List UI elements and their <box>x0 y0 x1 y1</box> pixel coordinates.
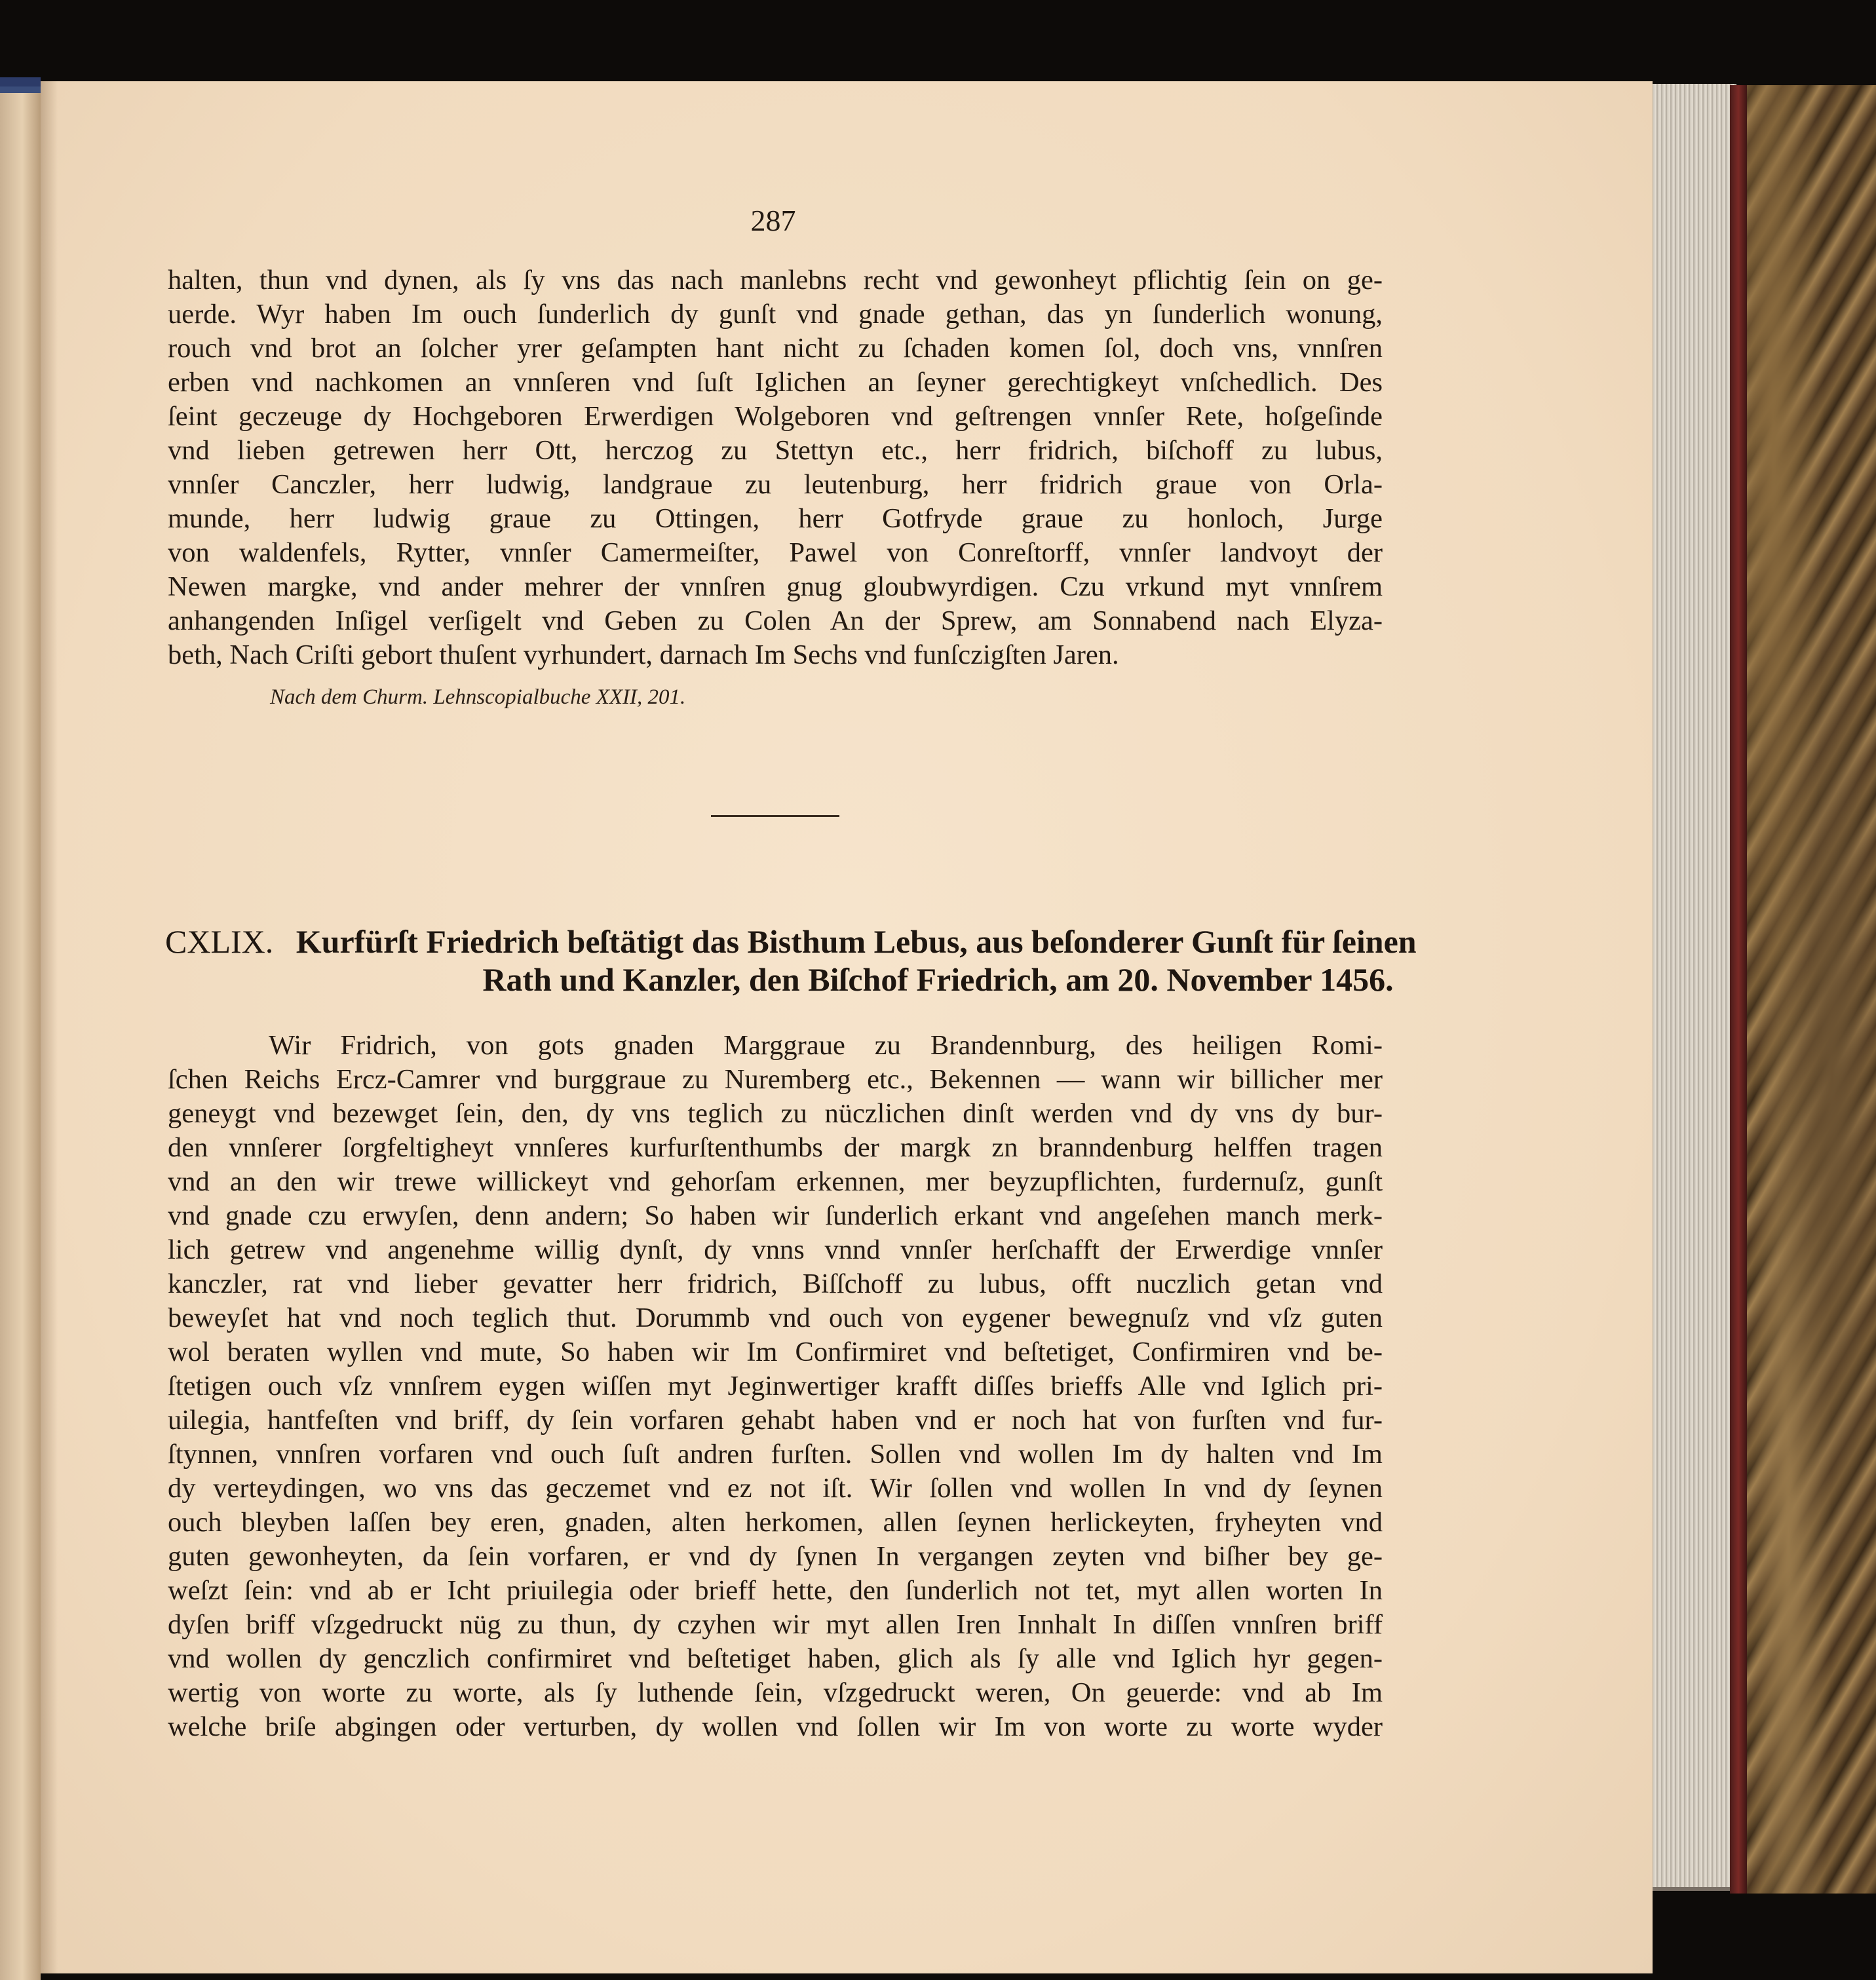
text-line: Newen margke, vnd ander mehrer der vnnſren gnug gloubwyrdigen. Czu vrkund myt vnnſrem <box>168 571 1383 602</box>
text-line: vnd lieben getrewen herr Ott, herczog zu Stettyn etc., herr fridrich, biſchoff zu lubus, <box>168 435 1383 466</box>
text-line: ſtetigen ouch vſz vnnſrem eygen wiſſen myt Jeginwertiger krafft diſſes brieffs Alle vnd Iglich pri- <box>168 1371 1383 1401</box>
left-page-edge <box>0 86 41 1980</box>
text-line: vnd an den wir trewe willickeyt vnd gehorſam erkennen, mer beyzupflichten, furdernuſz, gunſt <box>168 1166 1383 1197</box>
text-line: dyſen briff vſzgedruckt nüg zu thun, dy czyhen wir myt allen Iren Innhalt In diſſen vnnſren briff <box>168 1609 1383 1640</box>
text-line: weſzt ſein: vnd ab er Icht priuilegia oder brieff hette, den ſunderlich not tet, myt allen worten In <box>168 1575 1383 1606</box>
section-numeral: CXLIX. <box>165 923 274 960</box>
text-line: ſtynnen, vnnſren vorfaren vnd ouch ſuſt andren furſten. Sollen vnd wollen Im dy halten vnd Im <box>168 1439 1383 1470</box>
text-line: ſeint geczeuge dy Hochgeboren Erwerdigen Wolgeboren vnd geſtrengen vnnſer Rete, hoſgeſinde <box>168 401 1383 432</box>
text-line: halten, thun vnd dynen, als ſy vns das nach manlebns recht vnd gewonheyt pflichtig ſein on ge- <box>168 265 1383 295</box>
section-heading-line-1 <box>165 923 1417 961</box>
text-line: guten gewonheyten, da ſein vorfaren, er vnd dy ſynen In vergangen zeyten vnd biſher bey ge- <box>168 1541 1383 1572</box>
section-heading-line-2: Rath und Kanzler, den Biſchof Friedrich, am 20. November 1456. <box>482 961 1394 998</box>
text-line: beth, Nach Criſti gebort thuſent vyrhundert, darnach Im Sechs vnd funſczigſten Jaren. <box>168 639 1119 670</box>
source-note: Nach dem Churm. Lehnscopialbuche XXII, 201. <box>270 685 686 709</box>
text-line: beweyſet hat vnd noch teglich thut. Dorummb vnd ouch von eygener bewegnuſz vnd vſz guten <box>168 1303 1383 1333</box>
text-line: vnnſer Canczler, herr ludwig, landgraue zu leutenburg, herr fridrich graue von Orla- <box>168 469 1383 500</box>
text-line: Wir Fridrich, von gots gnaden Marggraue zu Brandennburg, des heiligen Romi- <box>269 1030 1383 1061</box>
text-line: erben vnd nachkomen an vnnſeren vnd ſuſt Iglichen an ſeyner gerechtigkeyt vnſchedlich. Des <box>168 367 1383 398</box>
text-line: uilegia, hantfeſten vnd briff, dy ſein vorfaren gehabt haben vnd er noch hat von furſten vnd fur- <box>168 1405 1383 1436</box>
section-heading-text: Kurfürſt Friedrich beſtätigt das Bisthum Lebus, aus beſonderer Gunſt für ſeinen <box>296 923 1417 960</box>
text-line: ſchen Reichs Ercz-Camrer vnd burggraue zu Nuremberg etc., Bekennen — wann wir billicher mer <box>168 1064 1383 1095</box>
text-line: geneygt vnd bezewget ſein, den, dy vns teglich zu nüczlichen dinſt werden vnd dy vns dy bur- <box>168 1098 1383 1129</box>
text-line: vnd gnade czu erwyſen, denn andern; So haben wir ſunderlich erkant vnd angeſehen manch merk- <box>168 1200 1383 1231</box>
text-line: ouch bleyben laſſen bey eren, gnaden, alten herkomen, allen ſeynen herlickeyten, fryheyten vnd <box>168 1507 1383 1538</box>
gutter-shadow <box>41 81 58 1973</box>
text-line: wol beraten wyllen vnd mute, So haben wir Im Confirmiret vnd beſtetiget, Confirmiren vnd be- <box>168 1337 1383 1367</box>
page-number: 287 <box>750 204 796 237</box>
section-divider <box>711 815 839 817</box>
text-line: munde, herr ludwig graue zu Ottingen, herr Gotfryde graue zu honloch, Jurge <box>168 503 1383 534</box>
text-line: uerde. Wyr haben Im ouch ſunderlich dy gunſt vnd gnade gethan, das yn ſunderlich wonung, <box>168 299 1383 330</box>
text-line: lich getrew vnd angenehme willig dynſt, dy vnns vnnd vnnſer herſchafft der Erwerdige vnnſer <box>168 1234 1383 1265</box>
text-line: anhangenden Inſigel verſigelt vnd Geben zu Colen An der Sprew, am Sonnabend nach Elyza- <box>168 605 1383 636</box>
text-line: rouch vnd brot an ſolcher yrer geſampten hant nicht zu ſchaden komen ſol, doch vns, vnnſren <box>168 333 1383 364</box>
text-line: welche briſe abgingen oder verturben, dy wollen vnd ſollen wir Im von worte zu worte wyder <box>168 1711 1383 1742</box>
text-line: den vnnſerer ſorgfeltigheyt vnnſeres kurfurſtenthumbs der margk zn branndenburg helffen tragen <box>168 1132 1383 1163</box>
text-line: dy verteydingen, wo vns das geczemet vnd ez not iſt. Wir ſollen vnd wollen In vnd dy ſeynen <box>168 1473 1383 1504</box>
text-line: wertig von worte zu worte, als ſy luthende ſein, vſzgedruckt weren, On geuerde: vnd ab Im <box>168 1677 1383 1708</box>
text-line: kanczler, rat vnd lieber gevatter herr fridrich, Biſſchoff zu lubus, offt nuczlich getan vnd <box>168 1268 1383 1299</box>
text-line: vnd wollen dy genczlich confirmiret vnd beſtetiget haben, glich als ſy alle vnd Iglich hyr gegen- <box>168 1643 1383 1674</box>
text-line: von waldenfels, Rytter, vnnſer Camermeiſter, Pawel von Conreſtorff, vnnſer landvoyt der <box>168 537 1383 568</box>
